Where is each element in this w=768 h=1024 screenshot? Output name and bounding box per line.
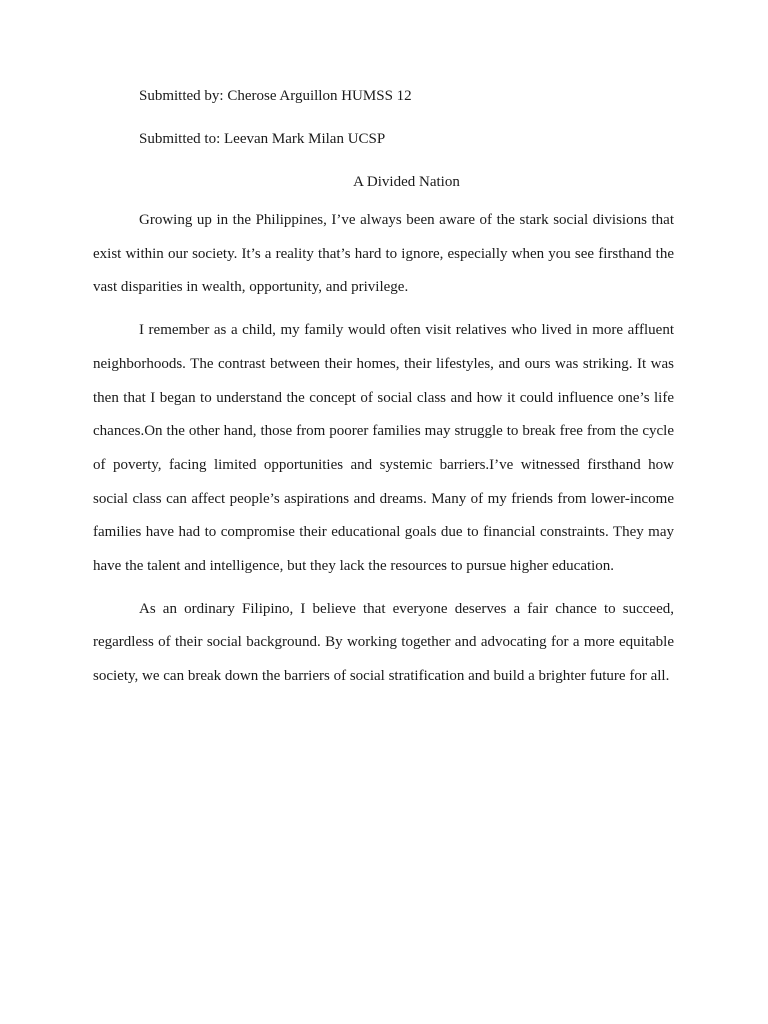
submitted-by-line: Submitted by: Cherose Arguillon HUMSS 12 (139, 88, 412, 104)
paragraph-2: I remember as a child, my family would often visit relatives who lived in more affluent neighborhoods. The contrast between their homes, their lifestyles, and ours was striking. It was then that I began to understand the concept of social class and how it could influence one’s life chances.On the other hand, those from poorer families may struggle to break free from the cycle of poverty, facing limited opportunities and systemic barriers.I’ve witnessed firsthand how social class can affect people’s aspirations and dreams. Many of my friends from lower-income families have had to compromise their educational goals due to financial constraints. They may have the talent and intelligence, but they lack the resources to pursue higher education. (93, 322, 674, 575)
submitted-to-line: Submitted to: Leevan Mark Milan UCSP (139, 131, 386, 147)
paragraph-1: Growing up in the Philippines, I’ve always been aware of the stark social divisions that exist within our society. It’s a reality that’s hard to ignore, especially when you see firsthand the vast disparities in wealth, opportunity, and privilege. (93, 212, 674, 296)
document-body (93, 84, 674, 694)
document-title: A Divided Nation (353, 174, 460, 190)
paragraph-3: As an ordinary Filipino, I believe that everyone deserves a fair chance to succeed, regardless of their social background. By working together and advocating for a more equitable society, we can break down the barriers of social stratification and build a brighter future for all. (93, 600, 674, 685)
